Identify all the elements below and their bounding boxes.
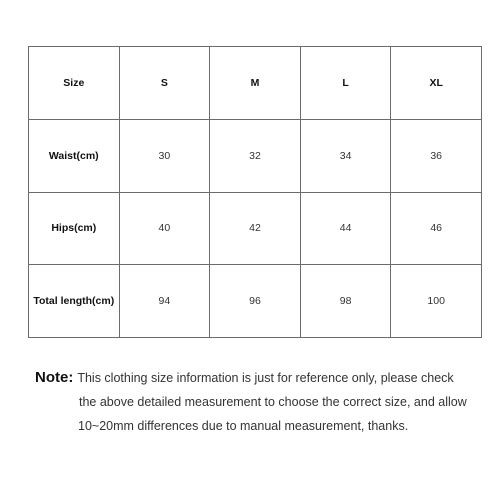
table-header-row [29,47,482,120]
note-text-line-1: This clothing size information is just for reference only, please check [77,371,454,385]
table-row-total-length [29,265,482,338]
hips-value-m: 42 [210,192,301,265]
note-line-1 [35,366,485,390]
hips-value-xl: 46 [391,192,482,265]
length-value-m: 96 [210,265,301,338]
header-size-xl: XL [391,47,482,120]
waist-value-s: 30 [119,119,210,192]
note-label: Note: [35,369,74,386]
length-value-l: 98 [300,265,391,338]
size-chart-table [28,46,482,338]
header-size-m: M [210,47,301,120]
header-size-label: Size [29,47,120,120]
header-size-s: S [119,47,210,120]
table-row-waist [29,119,482,192]
header-size-l: L [300,47,391,120]
table-row-hips [29,192,482,265]
hips-value-s: 40 [119,192,210,265]
row-label-waist: Waist(cm) [29,119,120,192]
waist-value-xl: 36 [391,119,482,192]
row-label-total-length: Total length(cm) [29,265,120,338]
waist-value-l: 34 [300,119,391,192]
waist-value-m: 32 [210,119,301,192]
length-value-xl: 100 [391,265,482,338]
length-value-s: 94 [119,265,210,338]
note-text-line-2: the above detailed measurement to choose the correct size, and allow [79,395,467,409]
hips-value-l: 44 [300,192,391,265]
size-note [35,366,485,438]
note-text-line-3: 10~20mm differences due to manual measurement, thanks. [78,419,409,433]
row-label-hips: Hips(cm) [29,192,120,265]
